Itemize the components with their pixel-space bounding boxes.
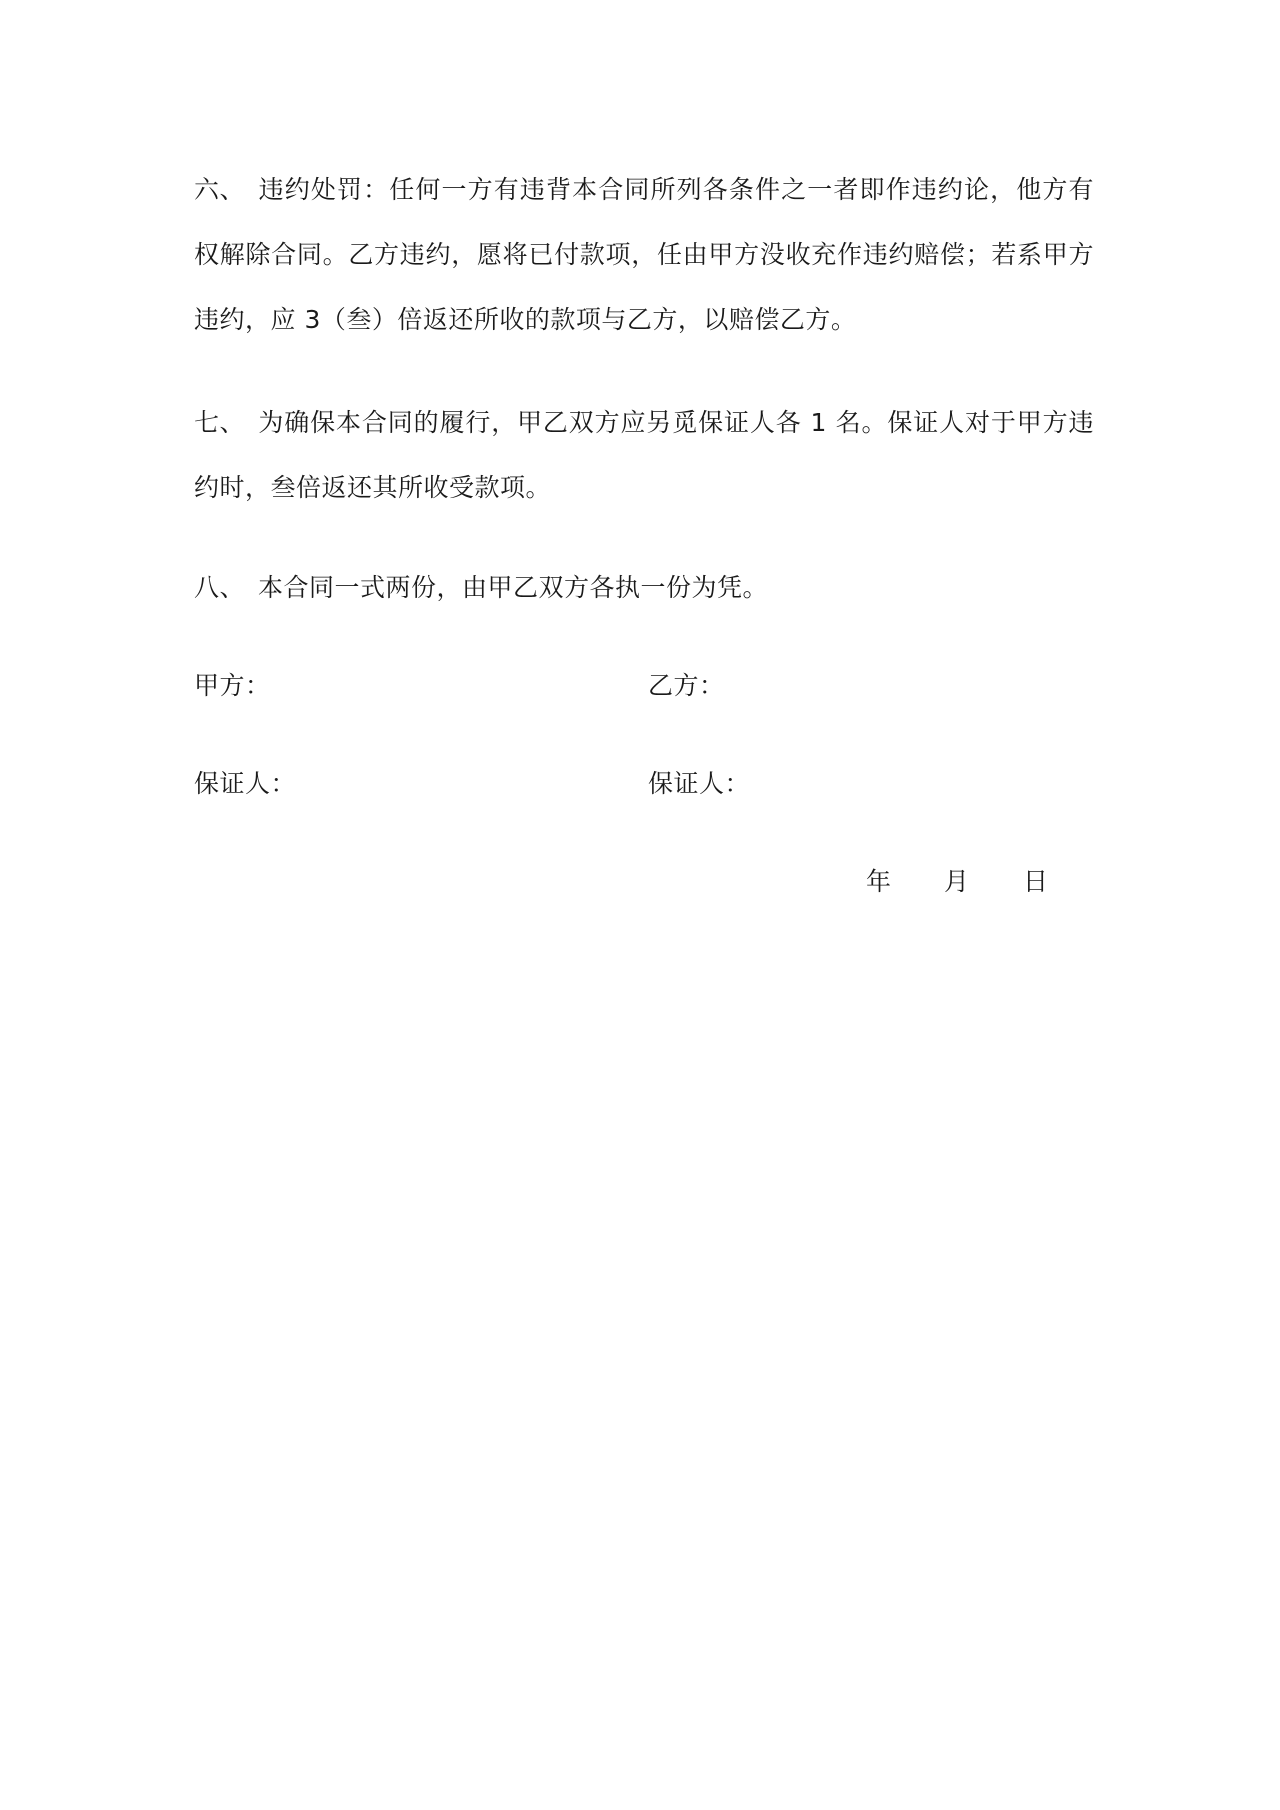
clause-number: 七、 [194, 408, 246, 437]
party-a-signature-label: 甲方： [194, 671, 271, 700]
party-b-signature-label: 乙方： [648, 671, 725, 700]
date-day-label: 日 [1023, 867, 1049, 896]
clause-number: 八、 [194, 573, 246, 602]
clause-eight [194, 555, 1094, 620]
clause-number: 六、 [194, 175, 246, 204]
guarantor-a-signature-label: 保证人： [194, 769, 297, 798]
clause-text: 为确保本合同的履行，甲乙双方应另觅保证人各 1 名。保证人对于甲方违约时，叁倍返还其所收受款项。 [194, 408, 1094, 502]
clause-seven [194, 390, 1094, 520]
clause-text: 违约处罚：任何一方有违背本合同所列各条件之一者即作违约论，他方有权解除合同。乙方违约，愿将已付款项，任由甲方没收充作违约赔偿；若系甲方违约，应 3（叁）倍返还所收的款项与乙方，以赔偿乙方。 [194, 175, 1094, 334]
clause-text: 本合同一式两份，由甲乙双方各执一份为凭。 [258, 573, 769, 602]
guarantor-b-signature-label: 保证人： [648, 769, 751, 798]
clause-six [194, 157, 1094, 352]
date-month-label: 月 [944, 867, 970, 896]
date-year-label: 年 [866, 867, 892, 896]
